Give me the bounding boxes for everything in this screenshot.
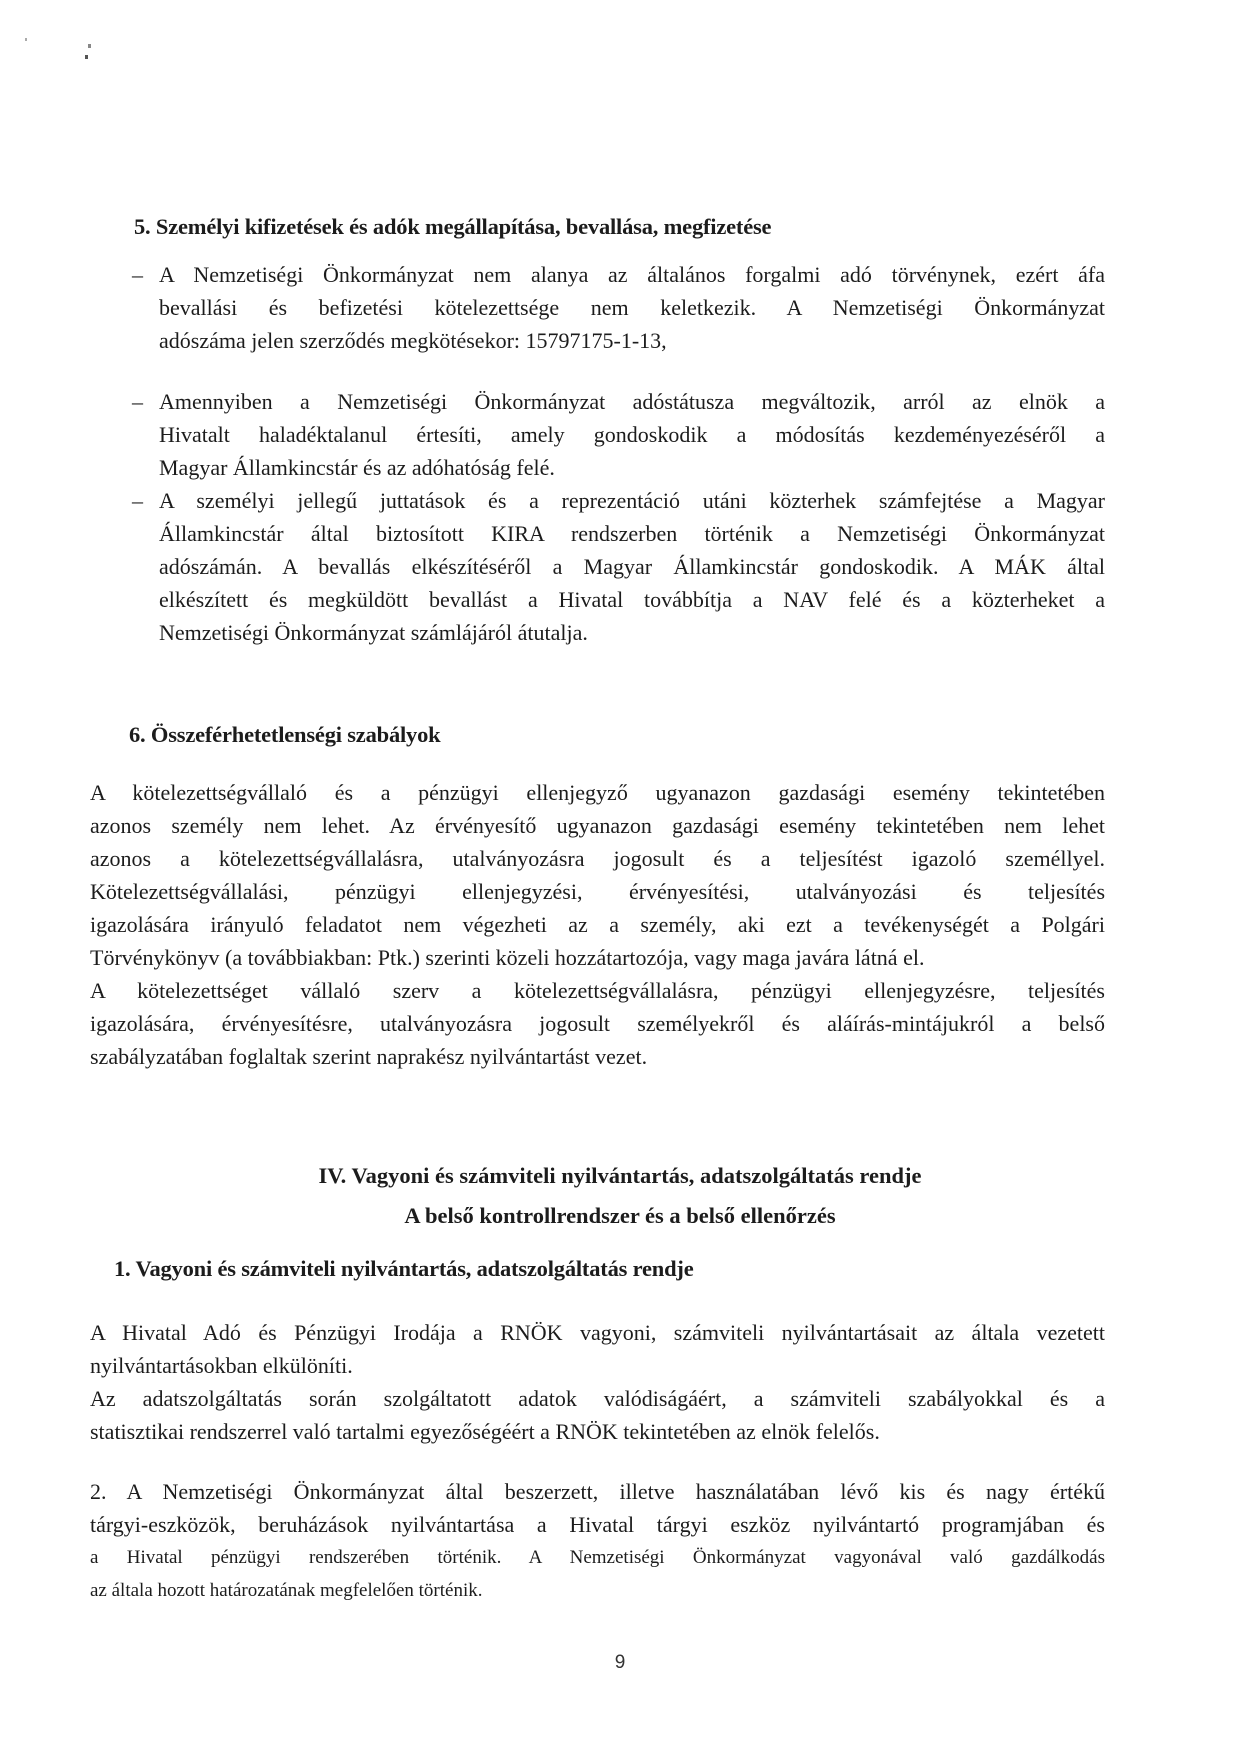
text-line: A Hivatal Adó és Pénzügyi Irodája a RNÖK vagyoni, számviteli nyilvántartásait az általa vezetett	[90, 1320, 1105, 1345]
chapter-iv-title: IV. Vagyoni és számviteli nyilvántartás, adatszolgáltatás rendje	[318, 1163, 922, 1188]
text-line: az általa hozott határozatának megfelelően történik.	[90, 1580, 483, 1601]
section-5-heading: 5. Személyi kifizetések és adók megállapítása, bevallása, megfizetése	[134, 214, 772, 239]
text-line: A kötelezettséget vállaló szerv a kötelezettségvállalásra, pénzügyi ellenjegyzésre, teljesítés	[90, 978, 1105, 1003]
section-6-body	[90, 776, 1105, 1073]
text-line: A Nemzetiségi Önkormányzat nem alanya az általános forgalmi adó törvénynek, ezért áfa	[159, 262, 1105, 287]
chapter-iv-subtitle: A belső kontrollrendszer és a belső ellenőrzés	[404, 1203, 836, 1228]
section-5-bullet-2	[159, 385, 1105, 484]
text-line: nyilvántartásokban elkülöníti.	[90, 1353, 353, 1378]
section-iv-1-body	[90, 1316, 1105, 1448]
bullet-dash: –	[132, 262, 143, 287]
text-line: szabályzatában foglaltak szerint naprakész nyilvántartást vezet.	[90, 1044, 648, 1069]
text-line: tárgyi-eszközök, beruházások nyilvántartása a Hivatal tárgyi eszköz nyilvántartó programjában és	[90, 1512, 1105, 1537]
text-line: Államkincstár által biztosított KIRA rendszerben történik a Nemzetiségi Önkormányzat	[159, 521, 1105, 546]
text-line: adószáma jelen szerződés megkötésekor: 15797175-1-13,	[159, 328, 667, 353]
text-line: Kötelezettségvállalási, pénzügyi ellenjegyzési, érvényesítési, utalványozási és teljesítés	[90, 879, 1105, 904]
section-5-bullet-1	[159, 258, 1105, 357]
text-line: Törvénykönyv (a továbbiakban: Ptk.) szerinti közeli hozzátartozója, vagy maga javára látná el.	[90, 945, 925, 970]
page-number: 9	[614, 1652, 626, 1673]
text-line: 2. A Nemzetiségi Önkormányzat által beszerzett, illetve használatában lévő kis és nagy értékű	[90, 1479, 1105, 1504]
section-5-bullet-3	[159, 484, 1105, 649]
section-iv-1-heading: 1. Vagyoni és számviteli nyilvántartás, adatszolgáltatás rendje	[114, 1256, 694, 1281]
text-line: Hivatalt haladéktalanul értesíti, amely gondoskodik a módosítás kezdeményezéséről a	[159, 422, 1105, 447]
scan-speck	[25, 38, 27, 41]
text-line: igazolására, érvényesítésre, utalványozásra jogosult személyekről és aláírás-mintájukról a belső	[90, 1011, 1105, 1036]
text-line: Amennyiben a Nemzetiségi Önkormányzat adóstátusza megváltozik, arról az elnök a	[159, 389, 1105, 414]
text-line: A kötelezettségvállaló és a pénzügyi ellenjegyző ugyanazon gazdasági esemény tekintetében	[90, 780, 1105, 805]
text-line: adószámán. A bevallás elkészítéséről a Magyar Államkincstár gondoskodik. A MÁK által	[159, 554, 1105, 579]
text-line: azonos személy nem lehet. Az érvényesítő ugyanazon gazdasági esemény tekintetében nem lehet	[90, 813, 1105, 838]
scan-speck	[88, 44, 91, 48]
text-line: bevallási és befizetési kötelezettsége nem keletkezik. A Nemzetiségi Önkormányzat	[159, 295, 1105, 320]
bullet-dash: –	[132, 389, 143, 414]
scan-specks	[88, 38, 96, 58]
text-line: a Hivatal pénzügyi rendszerében történik. A Nemzetiségi Önkormányzat vagyonával való gazdálkodás	[90, 1547, 1105, 1568]
bullet-dash: –	[132, 488, 143, 513]
text-line: azonos a kötelezettségvállalásra, utalványozásra jogosult és a teljesítést igazoló személlyel.	[90, 846, 1105, 871]
text-line: elkészített és megküldött bevallást a Hivatal továbbítja a NAV felé és a közterheket a	[159, 587, 1105, 612]
text-line: Magyar Államkincstár és az adóhatóság felé.	[159, 455, 555, 480]
scan-speck	[85, 55, 88, 59]
text-line: A személyi jellegű juttatások és a reprezentáció utáni közterhek számfejtése a Magyar	[159, 488, 1105, 513]
text-line: statisztikai rendszerrel való tartalmi egyezőségéért a RNÖK tekintetében az elnök felelős.	[90, 1419, 880, 1444]
section-iv-2-body	[90, 1475, 1105, 1607]
text-line: Nemzetiségi Önkormányzat számlájáról átutalja.	[159, 620, 588, 645]
section-6-heading: 6. Összeférhetetlenségi szabályok	[129, 722, 441, 747]
text-line: Az adatszolgáltatás során szolgáltatott adatok valódiságáért, a számviteli szabályokkal és a	[90, 1386, 1105, 1411]
text-line: igazolására irányuló feladatot nem végezheti az a személy, aki ezt a tevékenységét a Polgári	[90, 912, 1105, 937]
